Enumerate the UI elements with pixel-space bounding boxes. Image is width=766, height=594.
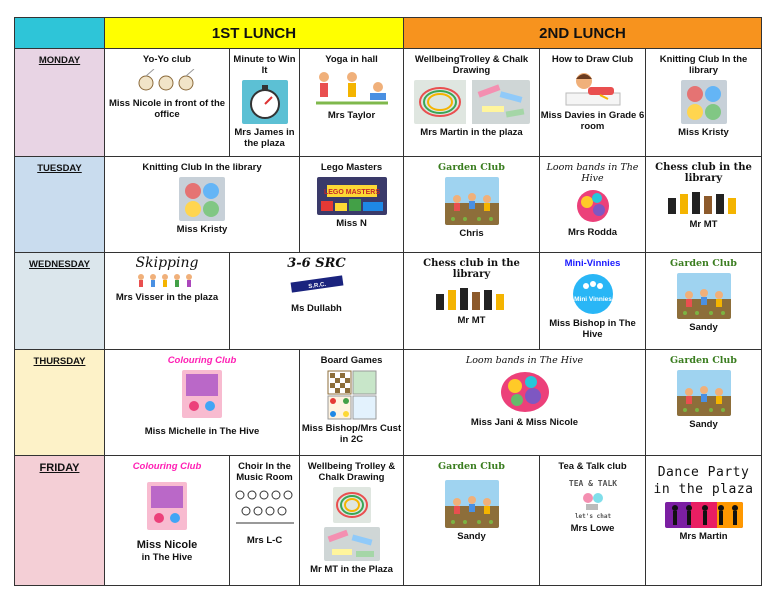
- activity-host: Mrs Rodda: [567, 227, 618, 238]
- activity-host: Sandy: [689, 419, 718, 430]
- activity-host: Miss N: [336, 218, 367, 229]
- activity-title: Knitting Club In the library: [142, 162, 262, 173]
- garden-kids-icon: [677, 370, 731, 416]
- activity-title: Board Games: [320, 355, 383, 366]
- activity-host: Miss Bishop/Mrs Cust in 2C: [301, 423, 402, 445]
- src-badge-text: S.R.C.: [307, 281, 326, 291]
- activity-title: Chess club in the library: [423, 258, 520, 280]
- vinnies-logo-text: Mini Vinnies: [573, 296, 612, 303]
- mini-vinnies-logo: [571, 273, 615, 315]
- activity-title: Dance Party in the plaza: [653, 465, 754, 497]
- thursday-colour-cell: [105, 350, 300, 456]
- tea-and-talk-logo: [558, 476, 628, 520]
- activity-title: Loom bands in The Hive: [465, 355, 584, 366]
- stopwatch-icon: [242, 80, 288, 124]
- activity-host: Miss Kristy: [176, 224, 228, 235]
- activity-title: Colouring Club: [132, 461, 202, 472]
- activity-title: Choir In the Music Room: [236, 461, 293, 483]
- chalk-icon: [324, 527, 380, 561]
- activity-host: Mr MT: [689, 219, 718, 230]
- hula-hoops-icon: [333, 487, 371, 523]
- activity-host: Miss Nicole: [136, 539, 198, 551]
- day-friday: FRIDAY: [15, 456, 105, 586]
- loom-bands-icon: [499, 370, 551, 414]
- friday-wellbeing-cell: [300, 456, 404, 586]
- activity-title: Garden Club: [670, 258, 737, 269]
- monday-yoga-cell: [300, 49, 404, 157]
- activity-title: Minute to Win It: [233, 54, 296, 76]
- activity-title: Garden Club: [670, 355, 737, 366]
- lego-logo-text: LEGO MASTERS: [323, 189, 380, 196]
- activity-host: Mrs Martin in the plaza: [420, 127, 523, 138]
- colouring-book-icon: [147, 482, 187, 530]
- friday-tea-cell: [540, 456, 646, 586]
- activity-host: Mrs Lowe: [570, 523, 615, 534]
- activity-host: Sandy: [457, 531, 486, 542]
- day-monday: MONDAY: [15, 49, 105, 157]
- activity-host: Mrs Visser in the plaza: [115, 292, 219, 303]
- activity-title: Loom bands in The Hive: [546, 162, 639, 184]
- activity-host: Sandy: [689, 322, 718, 333]
- chess-pieces-icon: [432, 284, 512, 312]
- thursday-loom-cell: [404, 350, 646, 456]
- activity-title: How to Draw Club: [551, 54, 634, 65]
- activity-location: in The Hive: [141, 552, 193, 563]
- wednesday-chess-cell: [404, 253, 540, 350]
- header-first-lunch: 1ST LUNCH: [105, 18, 404, 49]
- hoops-and-chalk-icon: [414, 80, 530, 124]
- activity-title: 3-6 SRC: [287, 256, 346, 271]
- activity-host: Miss Michelle in The Hive: [144, 426, 260, 437]
- yarn-icon: [681, 80, 727, 124]
- tuesday-lego-cell: [300, 157, 404, 253]
- yarn-icon: [179, 177, 225, 221]
- dancers-silhouette-icon: [665, 502, 743, 528]
- chess-pieces-icon: [664, 188, 744, 216]
- wednesday-skip-cell: [105, 253, 230, 350]
- activity-host: Miss Bishop in The Hive: [549, 318, 636, 340]
- monday-knit-cell: [646, 49, 762, 157]
- board-games-icon: [327, 370, 377, 420]
- header-corner: [15, 18, 105, 49]
- activity-title: Skipping: [135, 255, 199, 271]
- tuesday-loom-cell: [540, 157, 646, 253]
- garden-kids-icon: [445, 480, 499, 528]
- tuesday-knit-cell: [105, 157, 300, 253]
- activity-title: Tea & Talk club: [558, 461, 627, 472]
- tea-logo-subtext: let's chat: [574, 513, 611, 520]
- activity-title: Yoga in hall: [325, 54, 378, 65]
- activity-title: Garden Club: [438, 461, 505, 472]
- day-thursday: THURSDAY: [15, 350, 105, 456]
- colouring-book-icon: [182, 370, 222, 418]
- activity-host: Miss Nicole in front of the office: [108, 98, 226, 120]
- activity-title: Lego Masters: [320, 162, 383, 173]
- wednesday-src-cell: [230, 253, 404, 350]
- friday-garden-cell: [404, 456, 540, 586]
- loom-bands-icon: [573, 188, 613, 224]
- thursday-garden-cell: [646, 350, 762, 456]
- tuesday-garden-cell: [404, 157, 540, 253]
- activity-host: Mr MT: [457, 315, 486, 326]
- monday-minute-cell: [230, 49, 300, 157]
- activity-title: Chess club in the library: [655, 162, 752, 184]
- yoga-kids-icon: [312, 69, 392, 107]
- activity-host: Mrs James in the plaza: [234, 127, 295, 149]
- activity-title: WellbeingTrolley & Chalk Drawing: [414, 54, 529, 76]
- monday-draw-cell: [540, 49, 646, 157]
- garden-kids-icon: [445, 177, 499, 225]
- friday-dance-cell: [646, 456, 762, 586]
- friday-colour-cell: [105, 456, 230, 586]
- garden-kids-icon: [677, 273, 731, 319]
- thursday-board-cell: [300, 350, 404, 456]
- src-badge-icon: [287, 273, 347, 295]
- wednesday-vinnies-cell: [540, 253, 646, 350]
- tea-logo-text: TEA & TALK: [568, 479, 617, 488]
- choir-singers-icon: [232, 487, 298, 527]
- activity-host: Ms Dullabh: [291, 303, 342, 314]
- activity-host: Mrs Taylor: [327, 110, 376, 121]
- day-tuesday: TUESDAY: [15, 157, 105, 253]
- day-wednesday: WEDNESDAY: [15, 253, 105, 350]
- lunch-timetable: [14, 17, 762, 586]
- activity-title: Wellbeing Trolley & Chalk Drawing: [307, 461, 396, 483]
- activity-host: Mrs L-C: [246, 535, 283, 546]
- activity-host: Chris: [459, 228, 484, 239]
- activity-host: Mr MT in the Plaza: [310, 564, 393, 575]
- activity-host: Miss Jani & Miss Nicole: [470, 417, 579, 428]
- friday-choir-cell: [230, 456, 300, 586]
- activity-host: Miss Davies in Grade 6 room: [540, 110, 645, 132]
- header-second-lunch: 2ND LUNCH: [404, 18, 762, 49]
- activity-host: Miss Kristy: [678, 127, 729, 138]
- monday-yoyo-cell: [105, 49, 230, 157]
- activity-host: Mrs Martin: [679, 531, 728, 542]
- activity-title: Garden Club: [438, 162, 505, 173]
- activity-title: Colouring Club: [167, 355, 237, 366]
- monday-wellbeing-cell: [404, 49, 540, 157]
- activity-title: Mini-Vinnies: [564, 258, 621, 269]
- activity-title: Yo-Yo club: [142, 54, 192, 65]
- lego-masters-logo: [317, 177, 387, 215]
- child-drawing-icon: [560, 69, 626, 107]
- wednesday-garden-cell: [646, 253, 762, 350]
- tuesday-chess-cell: [646, 157, 762, 253]
- skipping-kids-icon: [135, 273, 199, 289]
- yoyo-icon: [132, 69, 202, 95]
- activity-title: Knitting Club In the library: [659, 54, 748, 76]
